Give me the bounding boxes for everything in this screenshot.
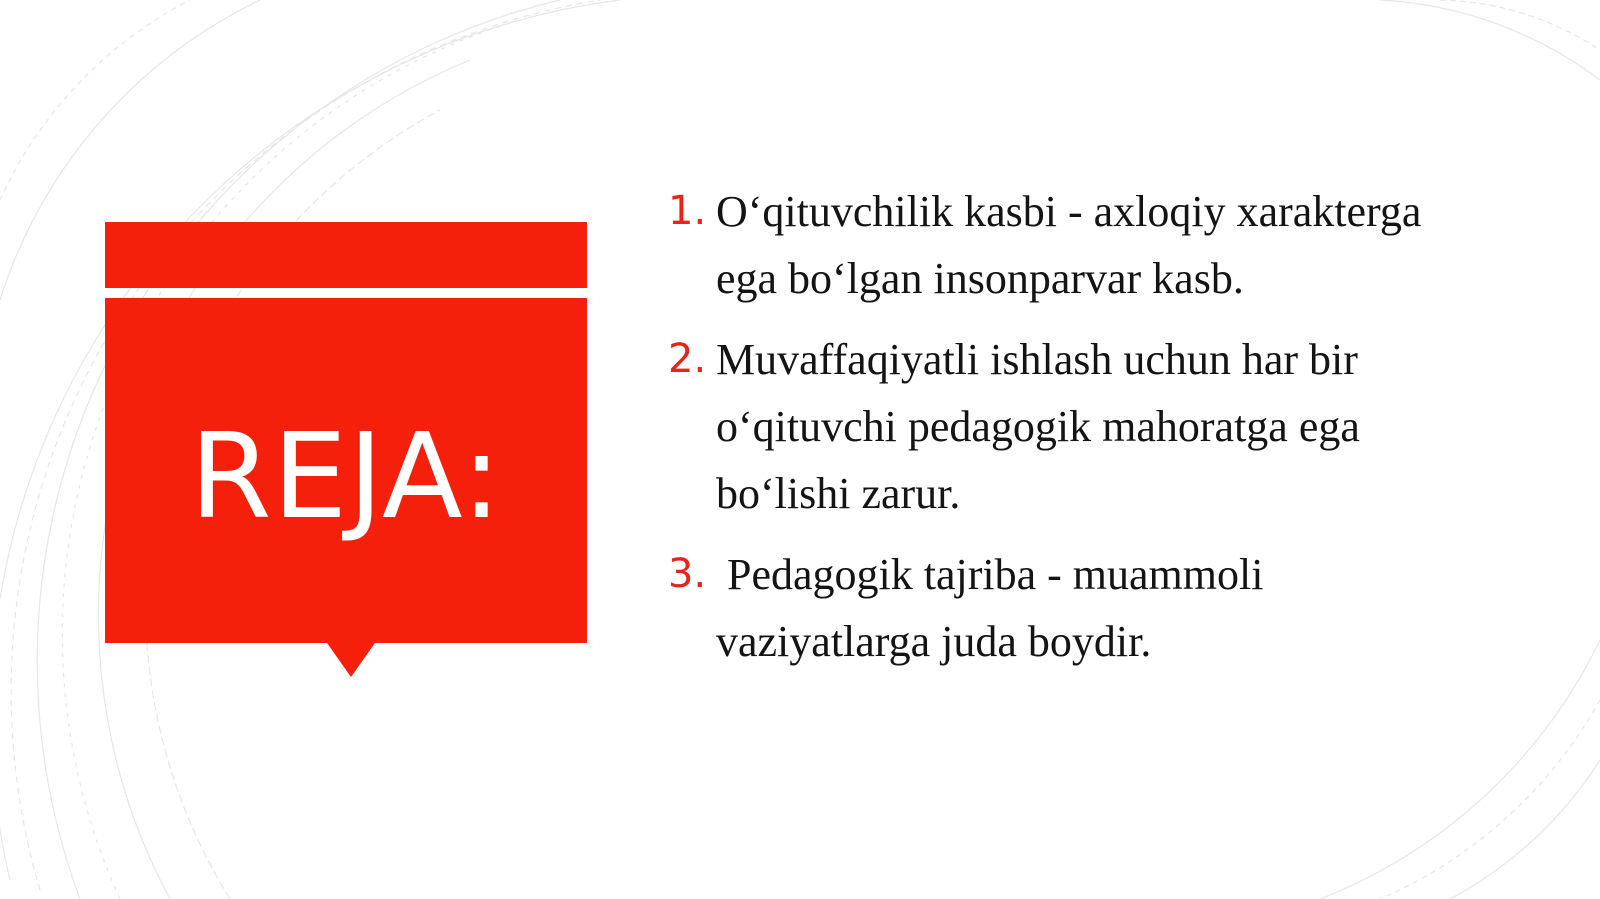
plan-item-number: 3. [668,551,707,597]
plan-item-text: Muvaffaqiyatli ishlash uchun har bir o‘qituvchi pedagogik mahoratga ega bo‘lishi zarur. [716,335,1360,518]
plan-item-number: 2. [668,336,707,382]
plan-item [668,541,1488,675]
plan-list [668,178,1488,689]
plan-item-text: Pedagogik tajriba - muammoli vaziyatlarga juda boydir. [716,550,1275,666]
callout-top-band [105,222,587,288]
plan-item-text: O‘qituvchilik kasbi - axloqiy xarakterga ega bo‘lgan insonparvar kasb. [716,187,1422,303]
title-callout [105,222,587,678]
plan-item [668,178,1488,312]
callout-tail [327,643,375,677]
plan-item [668,326,1488,527]
plan-item-number: 1. [668,188,707,234]
slide-title: REJA: [189,406,503,545]
